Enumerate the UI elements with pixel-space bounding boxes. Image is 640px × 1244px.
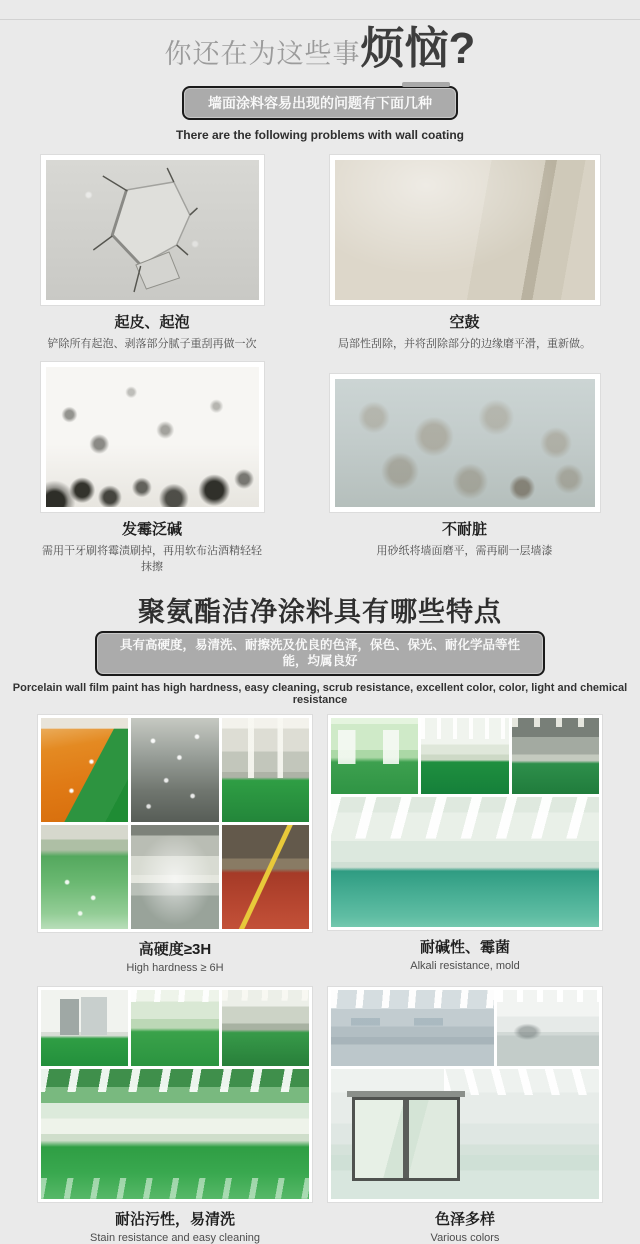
photo-hollow-wall bbox=[335, 160, 595, 300]
features-grid bbox=[0, 714, 640, 1244]
feature-title: 高硬度≥3H bbox=[138, 940, 212, 958]
feature-subtitle: Various colors bbox=[430, 1231, 500, 1244]
green-glossy-floor-photo bbox=[41, 825, 128, 929]
section1-title-strong: 烦恼? bbox=[360, 24, 476, 73]
feature-card-hardness bbox=[37, 714, 313, 974]
photo-peeling-wall bbox=[46, 160, 259, 300]
problem-card-hollowing bbox=[329, 154, 601, 351]
problems-section bbox=[0, 24, 640, 574]
problem-title: 空鼓 bbox=[449, 314, 480, 331]
problems-grid bbox=[0, 154, 640, 574]
photo-frame bbox=[329, 373, 601, 513]
factory-green-floor-photo bbox=[222, 718, 309, 822]
section1-subtitle-en: There are the following problems with wall coating bbox=[175, 128, 465, 142]
problem-title: 不耐脏 bbox=[441, 521, 487, 538]
problem-caption bbox=[329, 311, 601, 351]
feature-card-colors bbox=[327, 986, 603, 1244]
photo-stained-wall bbox=[335, 379, 595, 507]
feature-subtitle: Stain resistance and easy cleaning bbox=[90, 1231, 260, 1244]
section2-banner: 具有高硬度，易清洗、耐擦洗及优良的色泽，保色、保光、耐化学品等性能，均属良好 bbox=[95, 631, 545, 676]
section2-subtitle-en: Porcelain wall film paint has high hardness, easy cleaning, scrub resistance, excellent color, color, light and chemical resistance bbox=[12, 681, 628, 706]
top-divider bbox=[0, 0, 640, 20]
green-workshop-photo bbox=[222, 990, 309, 1066]
feature-subtitle: Alkali resistance, mold bbox=[410, 959, 520, 972]
photo-moldy-wall bbox=[46, 367, 259, 507]
problem-caption bbox=[329, 518, 601, 558]
photo-frame bbox=[40, 361, 265, 513]
blue-gray-cleanroom-photo bbox=[331, 990, 494, 1066]
feature-caption bbox=[327, 936, 603, 972]
corridor-floor-photo bbox=[131, 825, 218, 929]
collage-various-colors bbox=[327, 986, 603, 1203]
collage-stain-resistance bbox=[37, 986, 313, 1203]
feature-title: 耐碱性、霉菌 bbox=[419, 938, 510, 956]
feature-title: 耐沾污性，易清洗 bbox=[114, 1210, 235, 1228]
white-cleanroom-photo bbox=[497, 990, 599, 1066]
peeling-paint-illustration bbox=[46, 160, 259, 300]
problem-title: 起皮、起泡 bbox=[114, 314, 190, 331]
problem-card-mold bbox=[40, 361, 265, 574]
problem-card-peeling bbox=[40, 154, 265, 351]
dim-cleanroom-photo bbox=[512, 718, 599, 794]
problem-caption bbox=[40, 311, 265, 351]
red-floor-workshop-photo bbox=[222, 825, 309, 929]
orange-green-epoxy-floor-photo bbox=[41, 718, 128, 822]
problem-card-stains bbox=[329, 361, 601, 574]
feature-card-alkali bbox=[327, 714, 603, 974]
large-green-hall-photo bbox=[41, 1069, 309, 1199]
collage-high-hardness bbox=[37, 714, 313, 933]
problem-desc: 需用干牙刷将霉渍刷掉，再用软布沾酒精轻轻抹擦 bbox=[42, 545, 262, 573]
green-room-photo bbox=[131, 990, 218, 1066]
section1-title-light: 你还在为这些事 bbox=[164, 39, 361, 69]
section2-title: 聚氨酯洁净涂料具有哪些特点 bbox=[138, 597, 502, 627]
problem-desc: 用砂纸将墙面磨平，需再刷一层墙漆 bbox=[376, 545, 553, 557]
large-teal-cleanroom-photo bbox=[331, 797, 599, 927]
feature-subtitle: High hardness ≥ 6H bbox=[126, 961, 224, 974]
feature-caption bbox=[327, 1208, 603, 1244]
green-cleanroom-photo bbox=[331, 718, 418, 794]
photo-frame bbox=[329, 154, 601, 306]
white-corridor-glass-door-photo bbox=[331, 1069, 599, 1199]
problem-desc: 局部性刮除，并将刮除部分的边缘磨平滑，重新做。 bbox=[338, 338, 591, 350]
section1-banner: 墙面涂料容易出现的问题有下面几种 bbox=[182, 86, 458, 120]
problem-caption bbox=[40, 518, 265, 574]
collage-alkali-resistance bbox=[327, 714, 603, 931]
problem-title: 发霉泛碱 bbox=[121, 521, 182, 538]
feature-caption bbox=[37, 938, 313, 974]
gray-glossy-floor-photo bbox=[131, 718, 218, 822]
cleanroom-door-photo bbox=[41, 990, 128, 1066]
feature-caption bbox=[37, 1208, 313, 1244]
section1-title bbox=[0, 24, 640, 84]
feature-card-stain-resistance bbox=[37, 986, 313, 1244]
title-underline-decoration bbox=[402, 82, 450, 87]
features-section bbox=[0, 590, 640, 1244]
feature-title: 色泽多样 bbox=[434, 1210, 495, 1228]
green-floor-hall-photo bbox=[421, 718, 508, 794]
photo-frame bbox=[40, 154, 265, 306]
problem-desc: 铲除所有起泡、剥落部分腻子重刮再做一次 bbox=[47, 338, 257, 350]
